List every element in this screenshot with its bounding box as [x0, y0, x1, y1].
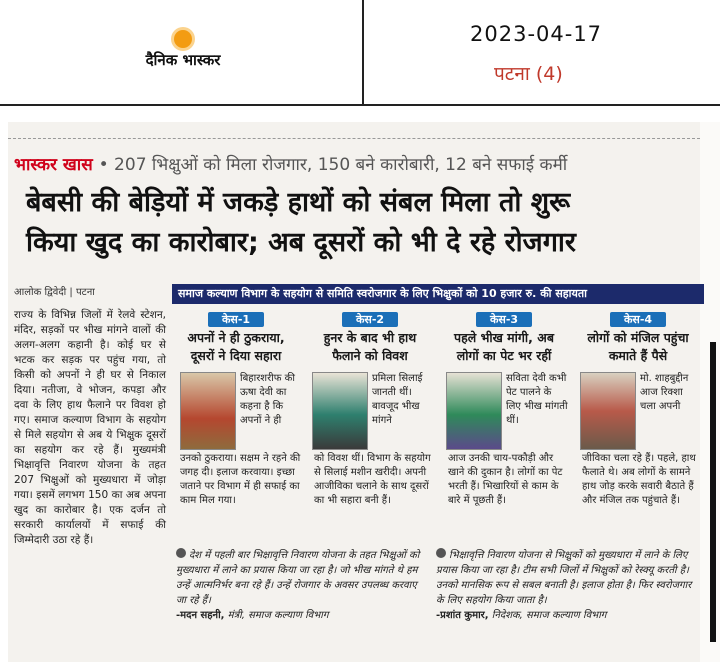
- quote-icon: [436, 548, 446, 558]
- quote-text: देश में पहली बार भिक्षावृत्ति निवारण योजना के तहत भिक्षुओं को मुख्यधारा में लाने का प्रयास किया जा रहा है। जो भीख मांगते थे हम उन्हें आत्मनिर्भर बना रहे हैं। उन्हें रोजगार के अवसर उपलब्ध करवाए जा रहे हैं।: [176, 550, 420, 606]
- header-rule: [0, 104, 720, 106]
- page-header: [0, 0, 720, 106]
- info-banner: समाज कल्याण विभाग के सहयोग से समिति स्वरोजगार के लिए भिक्षुकों को 10 हजार रु. की सहायता: [172, 284, 704, 304]
- adjacent-column-edge: [700, 122, 720, 662]
- case-4-side-text: मो. शाहबुद्दीन आज रिक्शा चला अपनी: [640, 373, 689, 412]
- case-1-side-text: बिहारशरीफ की ऊषा देवी का कहना है कि अपनों ने ही: [240, 373, 295, 426]
- header-divider: [362, 0, 364, 106]
- headline-line-2: किया खुद का कारोबार; अब दूसरों को भी दे रहे रोजगार: [26, 227, 576, 258]
- case-title: हुनर के बाद भी हाथ फैलाने को विवश: [323, 330, 417, 363]
- case-tag: केस-3: [476, 312, 532, 327]
- case-4-text: जीविका चला रहे हैं। पहले, हाथ फैलाते थे। अब लोगों के सामने हाथ जोड़ करके सवारी बैठाते हैं और मंजिल तक पहुंचाते हैं।: [582, 453, 696, 506]
- quote-name: -मदन सहनी,: [176, 610, 225, 621]
- sun-icon: [174, 30, 192, 48]
- case-tag: केस-2: [342, 312, 398, 327]
- quote-role: मंत्री, समाज कल्याण विभाग: [227, 610, 329, 621]
- case-title: पहले भीख मांगी, अब लोगों का पेट भर रहीं: [454, 330, 554, 363]
- newspaper-logo: [118, 30, 248, 80]
- issue-date: 2023-04-17: [470, 22, 603, 46]
- case-3: [444, 312, 564, 365]
- kicker: [14, 152, 567, 175]
- case-2-photo: [312, 372, 368, 450]
- case-tag: केस-4: [610, 312, 666, 327]
- edition-label: पटना (4): [494, 63, 563, 85]
- quote-text: भिक्षावृत्ति निवारण योजना से भिक्षुकों को मुख्यधारा में लाने के लिए प्रयास किया जा रहा है। टीम सभी जिलों में भिक्षुकों को रेस्क्यू करती है। उनको मानसिक रूप से सबल बनाती है। इलाज होता है। फिर स्वरोजगार के लिए सहयोग किया जाता है।: [436, 550, 692, 606]
- byline: आलोक द्विवेदी | पटना: [14, 287, 95, 298]
- dashed-rule: [8, 138, 700, 140]
- quote-icon: [176, 548, 186, 558]
- logo-text: दैनिक भास्कर: [145, 51, 221, 69]
- headline-line-1: बेबसी की बेड़ियों में जकड़े हाथों को संबल मिला तो शुरू: [26, 187, 571, 218]
- case-1: [176, 312, 296, 365]
- case-title: लोगों को मंजिल पहुंचा कमाते हैं पैसे: [587, 330, 689, 363]
- headline: [26, 183, 696, 263]
- case-4-photo: [580, 372, 636, 450]
- kicker-brand: भास्कर खास: [14, 155, 93, 175]
- case-2-text: को विवश थीं। विभाग के सहयोग से सिलाई मशीन खरीदी। अपनी आजीविका चलाने के साथ दूसरों का भी सहारा बनी हैं।: [314, 453, 431, 506]
- quote-role: निदेशक, समाज कल्याण विभाग: [491, 610, 607, 621]
- case-tag: केस-1: [208, 312, 264, 327]
- case-2-side-text: प्रमिला सिलाई जानती थीं। बावजूद भीख मांगने: [372, 373, 423, 426]
- case-3-photo: [446, 372, 502, 450]
- case-1-photo: [180, 372, 236, 450]
- article-body: राज्य के विभिन्न जिलों में रेलवे स्टेशन, मंदिर, सड़कों पर भीख मांगने वालों की अलग-अलग कहानी है। कोई घर से भटक कर सड़क पर पहुंच गया, तो किसी को अपनों ने ही घर से निकाल दिया। नतीजा, वे भोजन, कपड़ा और दवा के लिए हाथ फैलाने पर विवश हो गए। समाज कल्याण विभाग के सहयोग से मिले सहयोग से अब ये भिक्षुक दूसरों का सहयोग कर रहे हैं। मुख्यमंत्री भिक्षावृत्ति निवारण योजना के तहत 207 भिक्षुओं को मुख्यधारा में जोड़ा गया। इसमें लगभग 150 का अब अपना खुद का कारोबार है। एक दर्जन तो सरकारी कार्यालयों में सफाई की जिम्मेदारी उठा रहे हैं।: [14, 309, 166, 546]
- quote-minister: [176, 548, 426, 623]
- kicker-summary: • 207 भिक्षुओं को मिला रोजगार, 150 बने कारोबारी, 12 बने सफाई कर्मी: [98, 155, 568, 175]
- quote-director: [436, 548, 696, 623]
- case-title: अपनों ने ही ठुकराया, दूसरों ने दिया सहारा: [187, 330, 285, 363]
- case-2: [310, 312, 430, 365]
- quote-name: -प्रशांत कुमार,: [436, 610, 489, 621]
- case-3-text: आज उनकी चाय-पकौड़ी और खाने की दुकान है। लोगों का पेट भरती हैं। भिखारियों से काम के बारे में पूछती हैं।: [448, 453, 563, 506]
- case-1-text: उनको ठुकराया। सक्षम ने रहने की जगह दी। इलाज करवाया। इच्छा जताने पर विभाग में ही सफाई का काम मिल गया।: [180, 453, 301, 506]
- case-3-side-text: सविता देवी कभी पेट पालने के लिए भीख मांगती थीं।: [506, 373, 568, 426]
- case-4: [578, 312, 698, 365]
